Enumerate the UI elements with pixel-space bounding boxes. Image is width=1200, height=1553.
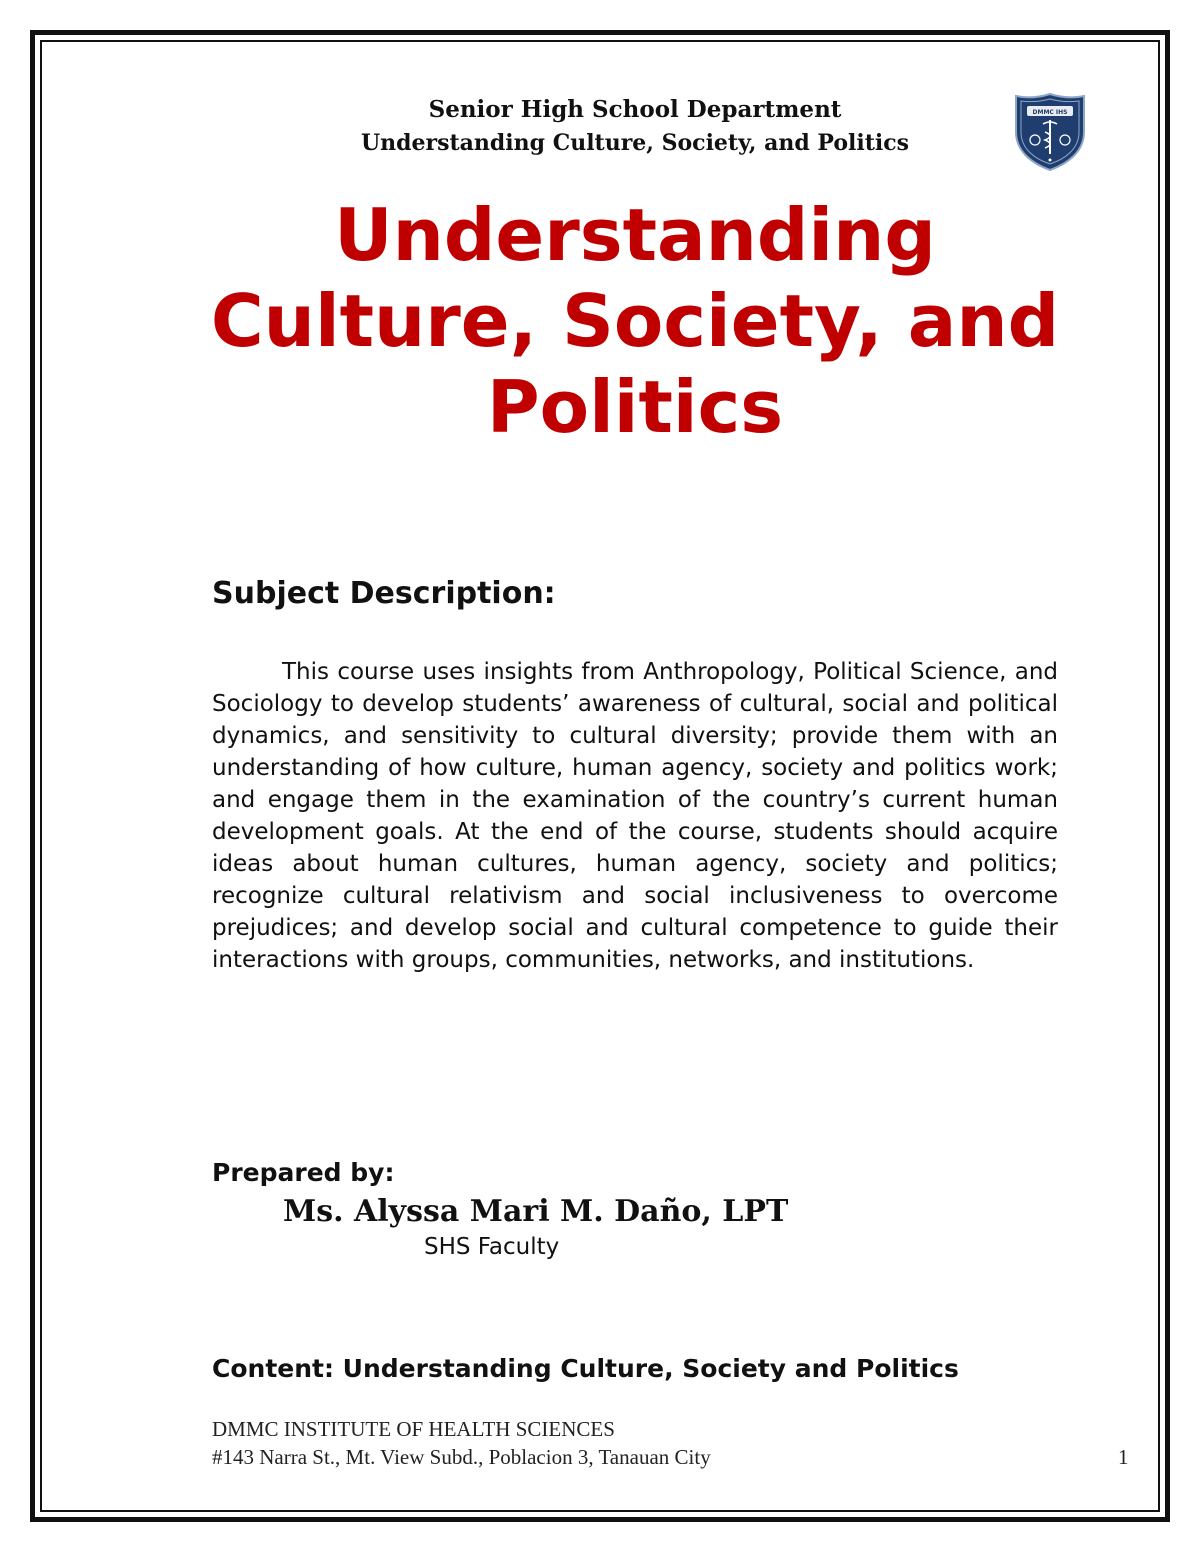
logo-text: DMMC IHS: [1032, 109, 1068, 116]
title-line-3: Politics: [486, 365, 784, 449]
footer-institution: DMMC INSTITUTE OF HEALTH SCIENCES: [212, 1417, 615, 1441]
author-role: SHS Faculty: [424, 1234, 560, 1260]
page-number: 1: [1118, 1445, 1129, 1469]
title-line-1: Understanding: [334, 193, 936, 277]
header-department: Senior High School Department: [428, 96, 842, 123]
content-heading: Content: Understanding Culture, Society and Politics: [212, 1354, 959, 1383]
author-name: Ms. Alyssa Mari M. Daño, LPT: [283, 1194, 789, 1229]
title-line-2: Culture, Society, and: [210, 279, 1060, 363]
header-subject: Understanding Culture, Society, and Politics: [360, 130, 910, 156]
document-title: [0, 192, 1200, 450]
footer-address: #143 Narra St., Mt. View Subd., Poblacion 3, Tanauan City: [212, 1445, 711, 1469]
subject-description-body: This course uses insights from Anthropology, Political Science, and Sociology to develop students’ awareness of cultural, social and political dynamics, and sensitivity to cultural diversity; provide them with an understanding of how culture, human agency, society and politics work; and engage them in the examination of the country’s current human development goals. At the end of the course, students should acquire ideas about human cultures, human agency, society and politics; recognize cultural relativism and social inclusiveness to overcome prejudices; and develop social and cultural competence to guide their interactions with groups, communities, networks, and institutions.: [212, 659, 1058, 973]
prepared-by-label: Prepared by:: [212, 1158, 395, 1187]
subject-description-heading: Subject Description:: [212, 576, 556, 611]
school-shield-logo-icon: [1013, 92, 1087, 172]
